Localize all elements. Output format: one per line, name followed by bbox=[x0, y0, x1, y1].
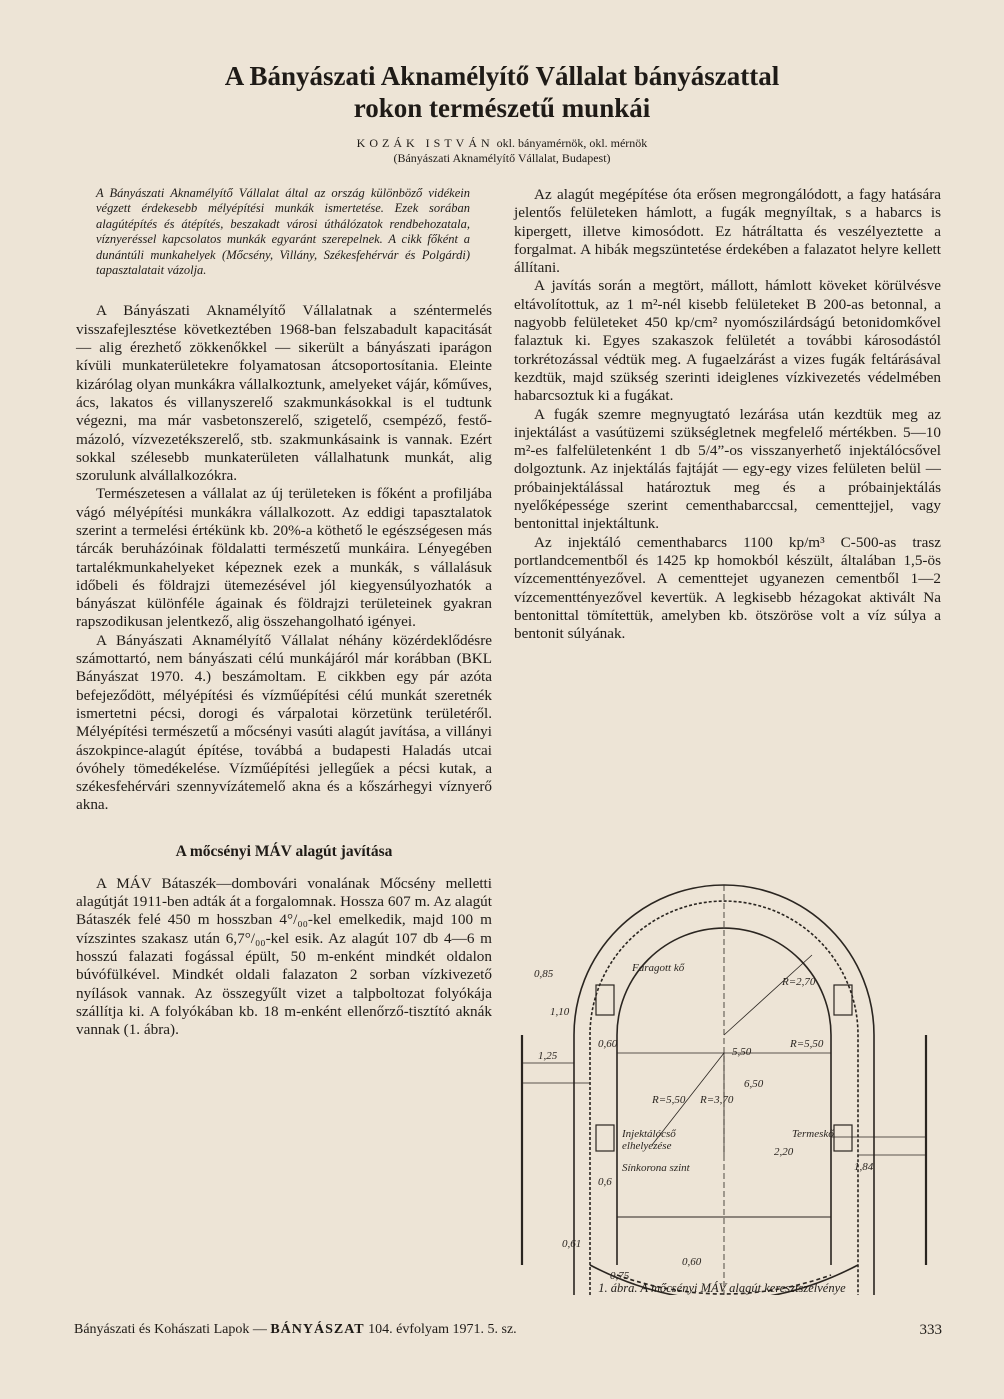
label-d06: 0,6 bbox=[598, 1176, 612, 1188]
right-column bbox=[514, 186, 941, 643]
niche-left-low bbox=[596, 1125, 614, 1151]
left-column bbox=[76, 186, 492, 1039]
label-sinkorona: Sínkorona szint bbox=[622, 1162, 690, 1174]
body-paragraph: A fugák szemre megnyugtató lezárása után kezdtük meg az injektálást a vasútüzemi szükségletnek megfelelő mértékben. 5—10 m²-es falfelületenként 1 db 5/4”-os visszanyerhető injektálócsővel dolgoztunk. Az injektálás fajtáját — egy-egy vizes felületen belül — próbainjektálással határoztuk meg és a próbainjektálás nyelőképessége szerint cementhabarccsal, cementtejjel, vagy bentonittal injektáltunk. bbox=[514, 405, 941, 533]
label-faragott: Faragott kő bbox=[632, 962, 685, 974]
niche-right-low bbox=[834, 1125, 852, 1151]
label-d110: 1,10 bbox=[550, 1006, 570, 1018]
journal-reference bbox=[74, 1322, 517, 1338]
label-d220: 2,20 bbox=[774, 1146, 794, 1158]
label-d075: 0,75 bbox=[610, 1270, 630, 1282]
label-d085: 0,85 bbox=[534, 968, 554, 980]
page-number: 333 bbox=[919, 1322, 942, 1338]
label-r550: R=5,50 bbox=[790, 1038, 824, 1050]
author-block bbox=[0, 136, 1004, 166]
body-paragraph: Az injektáló cementhabarcs 1100 kp/m³ C-500-as trasz portlandcementből és 1425 kp homokból készült, általában 1,5-ös vízcementtényezővel. A cementtejet ugyanezen cementből 1—2 vízcementtényezővel kevertük. A legkisebb hézagokat aktivált Na bentonittal tömítettük, amelyben kb. ötszöröse volt a víz súlya a bentonit súlyának. bbox=[514, 533, 941, 643]
body-paragraph: Az alagút megépítése óta erősen megrongálódott, a fagy hatására jelentős felületeken hámlott, a fugák megnyíltak, s a habarcs is kipergett, illetve kimosódott. Ez hátráltatta és veszélyeztette a forgalmat. A hibák megszüntetése érdekében a falazatot helyre kellett állítani. bbox=[514, 186, 941, 277]
label-d060b: 0,60 bbox=[682, 1256, 702, 1268]
label-d184: 1,84 bbox=[854, 1161, 874, 1173]
label-d550: 5,50 bbox=[732, 1046, 752, 1058]
label-termesko: Termeskő bbox=[792, 1128, 834, 1140]
label-d060: 0,60 bbox=[598, 1038, 618, 1050]
title-line-1: A Bányászati Aknamélyítő Vállalat bányászattal bbox=[224, 61, 780, 91]
tunnel-cross-section-figure bbox=[512, 825, 932, 1295]
author-title: okl. bányamérnök, okl. mérnök bbox=[496, 136, 648, 150]
journal-section: BÁNYÁSZAT bbox=[270, 1322, 365, 1337]
body-paragraph: A javítás során a megtört, mállott, hámlott köveket körülvésve eltávolítottuk, az 1 m²-nél kisebb felületeket B 200-as betonnal, a nagyobb felületeket 450 kp/cm² nyomószilárdságú betonidomkővel falaztuk ki. Egyes szakaszok felületét a további károsodástól torkrétozással védtük meg. A fugaelzárást a vizes fugák feltárásával kezdtük, majd szükség szerinti ideiglenes vízkivezetés védelmében habarcsoztuk ki a fugákat. bbox=[514, 277, 941, 405]
label-injekt1: Injektálócső bbox=[622, 1128, 676, 1140]
abstract: A Bányászati Aknamélyítő Vállalat által az ország különböző vidékein végzett érdekesebb mélyépítési munkák ismertetése. Ezek sorában alagútépítés és átépítés, beszakadt városi úthálózatok rendbehozatala, víznyeréssel kapcsolatos munkák egyaránt szerepelnek. A cikk főként a dunántúli munkahelyek (Mőcsény, Villány, Székesfehérvár és Polgárdi) tapasztalatait vázolja. bbox=[96, 186, 470, 278]
title-line-2: rokon természetű munkái bbox=[353, 93, 651, 123]
body-paragraph: A MÁV Bátaszék—dombovári vonalának Mőcsény melletti alagútját 1911-ben adták át a forgalomnak. Hossza 607 m. Az alagút Bátaszék felé 450 m hosszban 4°/₀₀-kel emelkedik, majd 100 m vízszintes szakasz után 6,7°/₀₀-kel esik. Az alagút 107 db 4—6 m hosszú falazati fogással épült, 50 m-enként mindkét oldalon búvófülkével. Mindkét oldali falazaton 2 sorban vízkivezető nyílások vannak. Az összegyűlt vizet a talpboltozat folyókája szállítja ki. A folyókában kb. 18 m-enként ellenőrző-tisztító aknák vannak (1. ábra). bbox=[76, 874, 492, 1039]
author-affiliation: (Bányászati Aknamélyítő Vállalat, Budapest) bbox=[393, 151, 611, 165]
author-name: KOZÁK ISTVÁN bbox=[356, 136, 494, 150]
label-d650: 6,50 bbox=[744, 1078, 764, 1090]
section-heading: A mőcsényi MÁV alagút javítása bbox=[175, 842, 393, 860]
journal-name: Bányászati és Kohászati Lapok — bbox=[74, 1322, 267, 1337]
label-d061: 0,61 bbox=[562, 1238, 582, 1250]
label-d125: 1,25 bbox=[538, 1050, 558, 1062]
body-paragraph: A Bányászati Aknamélyítő Vállalat néhány közérdeklődésre számottartó, nem bányászati célú munkájáról már korábban (BKL Bányászat 1970. 4.) beszámoltam. E cikkben egy pár azóta befejeződött, mélyépítési és vízműépítési célú munkát szeretnék ismertetni pécsi, dorogi és várpalotai körzetünk területéről. Mélyépítési természetű a mőcsényi vasúti alagút javítása, a villányi ászokpince-alagút építése, továbbá a budapesti Haladás utcai óvóhely tömedékelése. Vízműépítési jellegűek a pécsi kutak, a székesfehérvári szennyvízátemelő akna és a kőszárhegyi víznyerő akna. bbox=[76, 631, 492, 814]
niche-right bbox=[834, 985, 852, 1015]
body-paragraph: A Bányászati Aknamélyítő Vállalatnak a széntermelés visszafejlesztése következtében 1968-ban felszabadult kapacitását — alig érezhető zökkenőkkel — sikerült a bányászati iparágon kívüli munkaterületekre folyamatosan átcsoportosítania. Eleinte kizárólag olyan munkákra vállalkoztunk, amelyeket vájár, kőműves, ács, lakatos és villanyszerelő szakmunkásokkal is el tudtunk végezni, ma már vasbetonszerelő, szigetelő, csempéző, festő-mázoló, vízvezetékszerelő, stb. szakmunkásaink is vannak. Ezért sokkal szélesebb munkaterületen vállalhatunk munkát, alig szorulunk alvállalkozókra. bbox=[76, 302, 492, 485]
body-paragraph: Természetesen a vállalat az új területeken is főként a profiljába vágó mélyépítési munkákra vállalkozott. Az eddigi tapasztalatok szerint a termelési értékünk kb. 20%-a köthető le egészségesen más tárcák beruházóinak földalatti természetű munkáira. Lényegében tartalékmunkahelyeket képeznek ezek a munkák, s vállalásuk időbeli és földrajzi ütemezésével jól kiegyensúlyozhatók a bányászat különféle ágainak és földrajzi területeinek gyakran rapszodikusan jelentkező, alig összehangolható igényei. bbox=[76, 485, 492, 631]
label-injekt2: elhelyezése bbox=[622, 1140, 672, 1152]
label-r550b: R=5,50 bbox=[652, 1094, 686, 1106]
label-r370: R=3,70 bbox=[700, 1094, 734, 1106]
label-r270: R=2,70 bbox=[782, 976, 816, 988]
page-footer bbox=[74, 1322, 942, 1340]
journal-issue: 104. évfolyam 1971. 5. sz. bbox=[368, 1322, 517, 1337]
figure-caption: 1. ábra. A mőcsényi MÁV alagút keresztszelvénye bbox=[598, 1281, 846, 1295]
article-title bbox=[0, 60, 1004, 124]
